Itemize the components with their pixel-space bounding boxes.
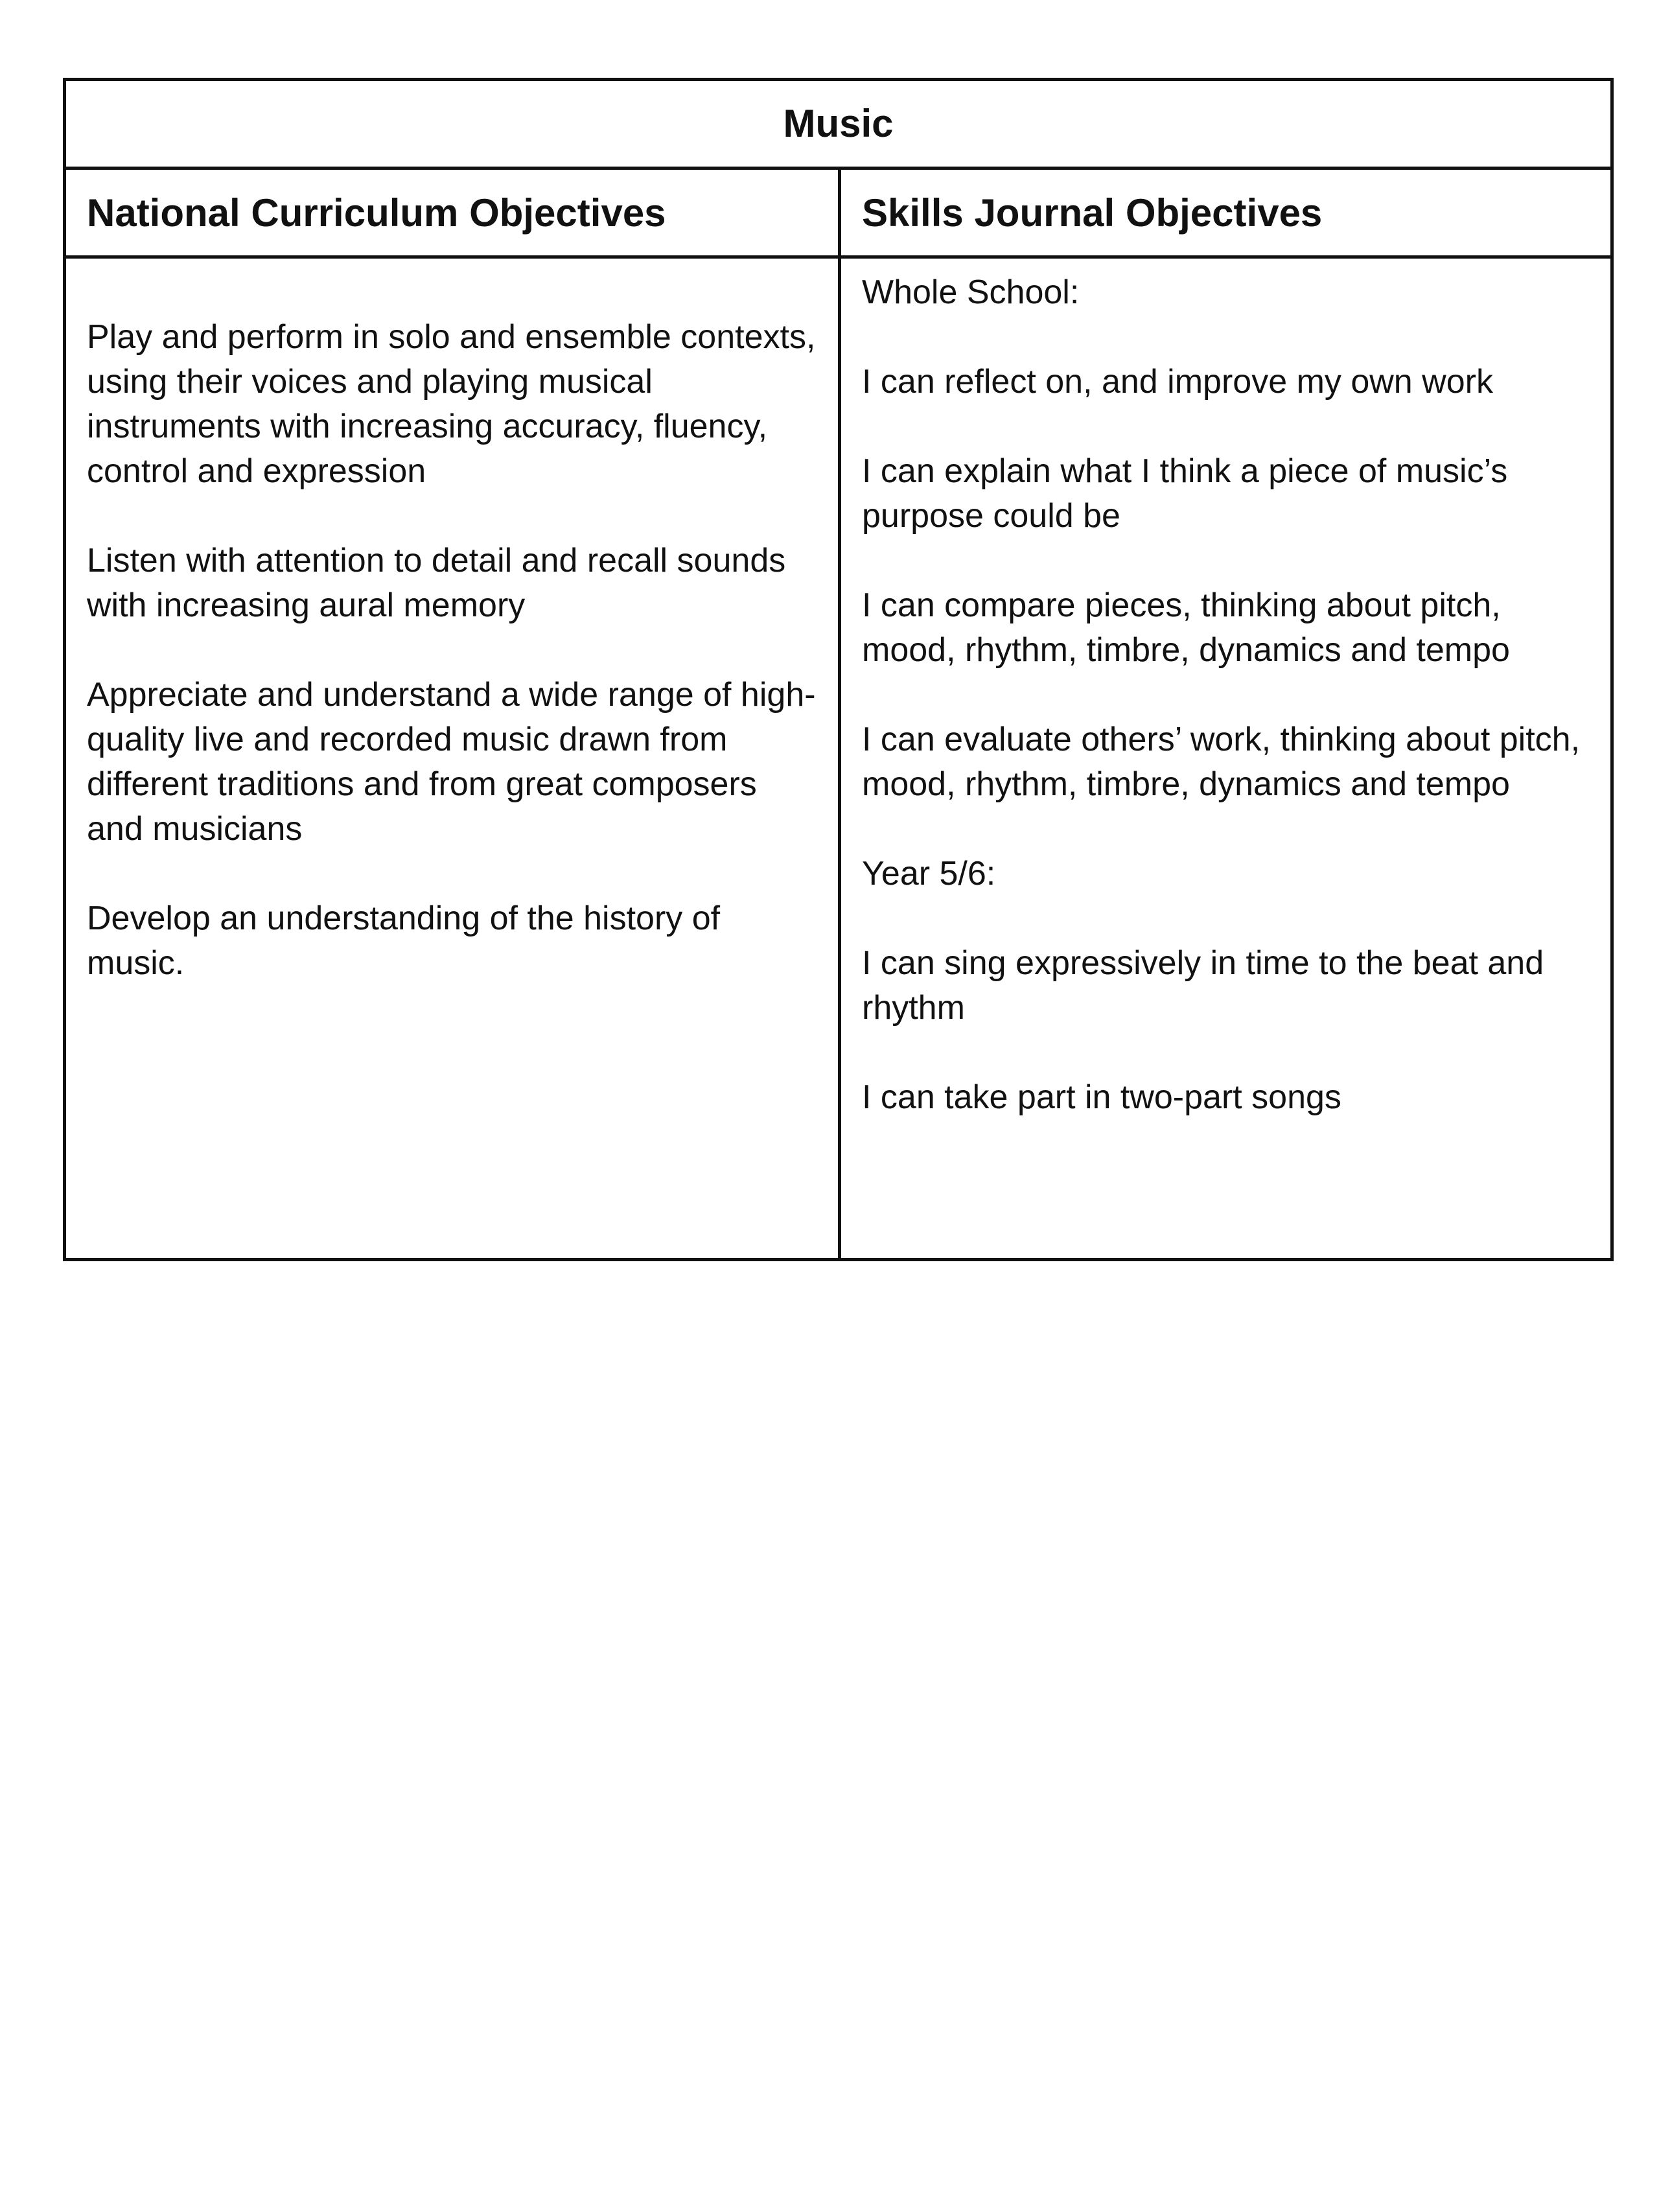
skills-journal-cell (840, 257, 1612, 1260)
nc-objective: Listen with attention to detail and recall sounds with increasing aural memory (87, 542, 786, 624)
sj-objective: I can explain what I think a piece of music’s purpose could be (862, 452, 1508, 535)
year-heading: Year 5/6: (862, 855, 996, 892)
header-skills-journal: Skills Journal Objectives (840, 169, 1612, 257)
sj-objective: I can evaluate others’ work, thinking about pitch, mood, rhythm, timbre, dynamics and tempo (862, 721, 1581, 803)
whole-school-heading: Whole School: (862, 274, 1080, 311)
table-title: Music (65, 80, 1612, 169)
national-curriculum-cell (65, 257, 840, 1260)
sj-objective: I can take part in two-part songs (862, 1078, 1341, 1116)
music-objectives-table (63, 78, 1614, 1261)
nc-objective: Develop an understanding of the history of music. (87, 900, 721, 982)
header-row (65, 169, 1612, 257)
content-row (65, 257, 1612, 1260)
header-national-curriculum: National Curriculum Objectives (65, 169, 840, 257)
title-row (65, 80, 1612, 169)
sj-objective: I can sing expressively in time to the beat and rhythm (862, 944, 1544, 1027)
sj-objective: I can reflect on, and improve my own work (862, 363, 1493, 401)
nc-objective: Play and perform in solo and ensemble contexts, using their voices and playing musical instruments with increasing accuracy, fluency, control and expression (87, 318, 816, 490)
sj-objective: I can compare pieces, thinking about pitch, mood, rhythm, timbre, dynamics and tempo (862, 587, 1510, 669)
nc-objective: Appreciate and understand a wide range of high-quality live and recorded music drawn from different traditions and from great composers and musicians (87, 676, 816, 848)
